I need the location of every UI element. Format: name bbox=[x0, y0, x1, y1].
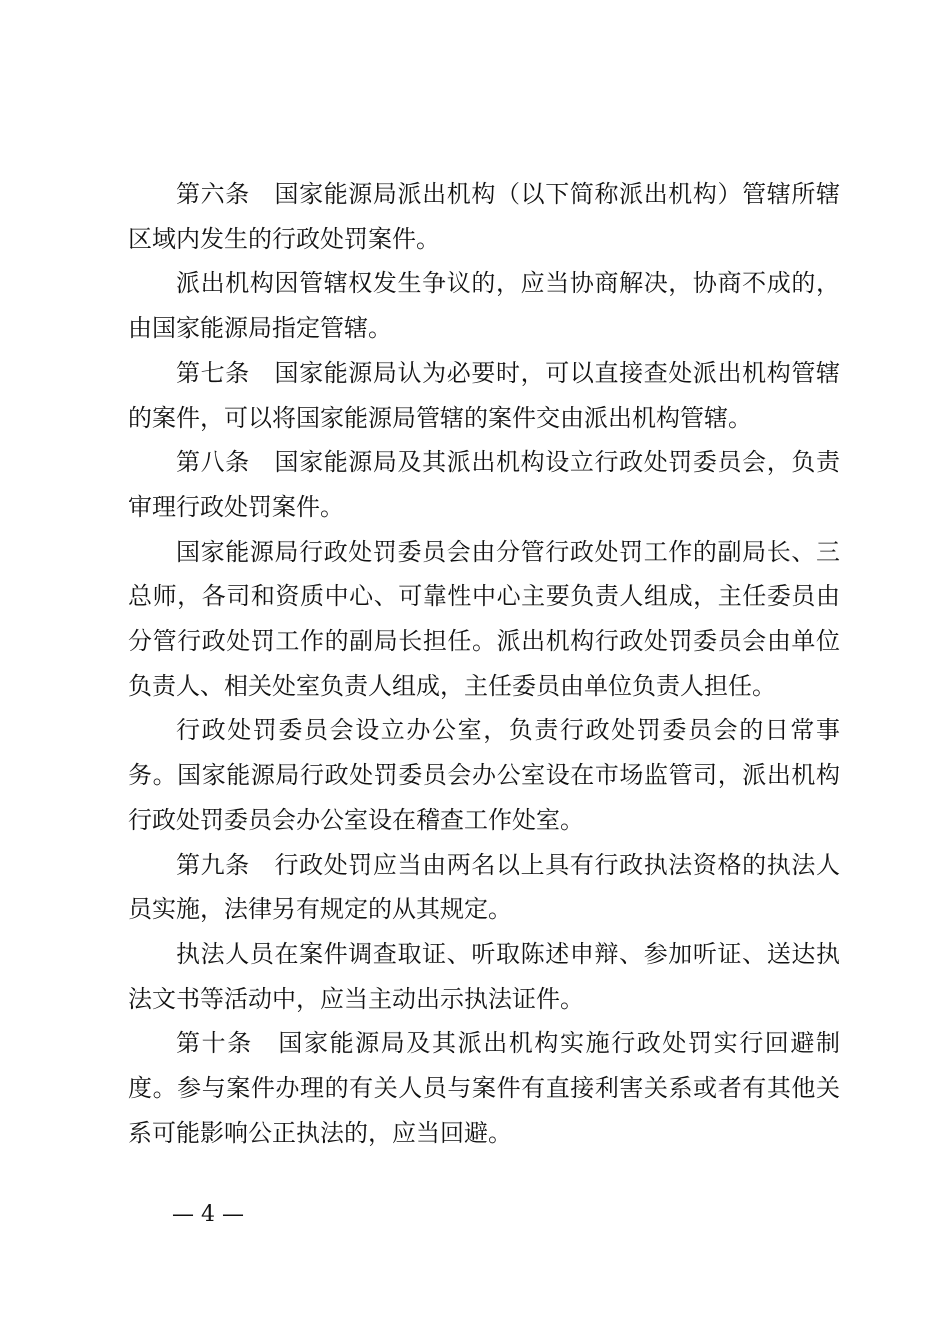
article-10-paragraph: 第十条 国家能源局及其派出机构实施行政处罚实行回避制度。参与案件办理的有关人员与案件有直接利害关系或者有其他关系可能影响公正执法的，应当回避。 bbox=[128, 1029, 840, 1147]
page-number: — 4 — bbox=[172, 1202, 244, 1227]
article-9-paragraph: 第九条 行政处罚应当由两名以上具有行政执法资格的执法人员实施，法律另有规定的从其规定。 bbox=[128, 850, 840, 924]
article-7-paragraph: 第七条 国家能源局认为必要时，可以直接查处派出机构管辖的案件，可以将国家能源局管辖的案件交由派出机构管辖。 bbox=[128, 358, 840, 432]
committee-office-paragraph: 行政处罚委员会设立办公室，负责行政处罚委员会的日常事务。国家能源局行政处罚委员会办公室设在市场监管司，派出机构行政处罚委员会办公室设在稽查工作处室。 bbox=[128, 716, 840, 834]
article-6-paragraph: 第六条 国家能源局派出机构（以下简称派出机构）管辖所辖区域内发生的行政处罚案件。 bbox=[128, 180, 840, 253]
article-8-paragraph: 第八条 国家能源局及其派出机构设立行政处罚委员会，负责审理行政处罚案件。 bbox=[128, 448, 840, 521]
enforcement-credentials-paragraph: 执法人员在案件调查取证、听取陈述申辩、参加听证、送达执法文书等活动中，应当主动出示执法证件。 bbox=[128, 939, 840, 1013]
committee-composition-paragraph: 国家能源局行政处罚委员会由分管行政处罚工作的副局长、三总师，各司和资质中心、可靠性中心主要负责人组成，主任委员由分管行政处罚工作的副局长担任。派出机构行政处罚委员会由单位负责人、相关处室负责人组成，主任委员由单位负责人担任。 bbox=[128, 537, 840, 700]
jurisdiction-dispute-paragraph: 派出机构因管辖权发生争议的，应当协商解决，协商不成的，由国家能源局指定管辖。 bbox=[128, 269, 840, 343]
document-body bbox=[128, 172, 840, 1155]
